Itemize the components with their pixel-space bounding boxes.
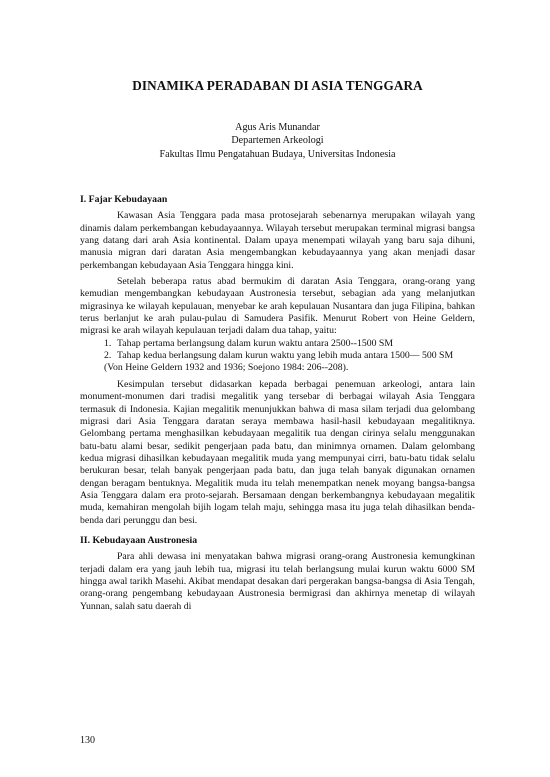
author-block [80, 121, 475, 161]
paragraph: Kawasan Asia Tenggara pada masa protosejarah sebenarnya merupakan wilayah yang dinamis dalam perkembangan kebudayaannya. Wilayah tersebut merupakan terminal migrasi bangsa yang datang dari arah Asia kontinental. Dalam upaya menempati wilayah yang baru saja dihuni, manusia migran dari daratan Asia mengembangkan kebudayaannya yang akan menjadi dasar perkembangan kebudayaan Asia Tenggara hingga kini. [80, 210, 475, 271]
page-number: 130 [80, 735, 95, 746]
section-heading-1: I. Fajar Kebudayaan [80, 194, 168, 205]
author-faculty: Fakultas Ilmu Pengatahuan Budaya, Universitas Indonesia [159, 148, 396, 160]
migration-stages-list [80, 338, 475, 363]
list-item: 2. Tahap kedua berlangsung dalam kurun waktu yang lebih muda antara 1500— 500 SM [104, 350, 454, 362]
paragraph: Kesimpulan tersebut didasarkan kepada berbagai penemuan arkeologi, antara lain monument-monumen dari tradisi megalitik yang tersebar di berbagai wilayah Asia Tenggara termasuk di Indonesia. Kajian megalitik menunjukkan bahwa di masa silam terjadi dua gelombang migrasi dari Asia Tenggara daratan seraya membawa hasil-hasil kebudayaan megalitiknya. Gelombang pertama menghasilkan kebudayaan megalitik tua dengan cirinya selalu menggunakan batu-batu alami besar, sedikit pengerjaan pada batu, dan minimnya ornamen. Dalam gelombang kedua migrasi dihasilkan kebudayaan megalitik muda yang mempunyai cirri, batu-batu tidak selalu berukuran besar, telah banyak pengerjaan pada batu, dan juga telah banyak digunakan ornamen dengan beragam bentuknya. Megalitik muda itu telah menempatkan nenek moyang bangsa-bangsa Asia Tenggara dalam era proto-sejarah. Bersamaan dengan berkembangnya kebudayaan megalitik muda, kemahiran mengolah bijih logam telah maju, sehingga masa itu juga telah dihasilkan benda-benda dari perunggu dan besi. [80, 378, 475, 526]
paragraph: Setelah beberapa ratus abad bermukim di daratan Asia Tenggara, orang-orang yang kemudian mengembangkan kebudayaan Austronesia tersebut, sebagian ada yang melanjutkan migrasinya ke wilayah kepulauan, menyebar ke arah kepulauan Nusantara dan juga Filipina, bahkan terus berlanjut ke arah pulau-pulau di Samudera Pasifik. Menurut Robert von Heine Geldern, migrasi ke arah wilayah kepulauan terjadi dalam dua tahap, yaitu: [80, 276, 475, 337]
list-item: 1. Tahap pertama berlangsung dalam kurun waktu antara 2500--1500 SM [104, 337, 394, 349]
citation: (Von Heine Geldern 1932 and 1936; Soejono 1984: 206--208). [104, 362, 349, 374]
document-page [80, 0, 475, 777]
paper-title: DINAMIKA PERADABAN DI ASIA TENGGARA [132, 78, 423, 93]
paper-body [80, 194, 475, 613]
author-name: Agus Aris Munandar [235, 122, 320, 133]
section-heading-2: II. Kebudayaan Austronesia [80, 534, 198, 546]
paragraph: Para ahli dewasa ini menyatakan bahwa migrasi orang-orang Austronesia kemungkinan terjadi dalam era yang jauh lebih tua, migrasi itu telah berlangsung mulai kurun waktu 6000 SM hingga awal tarikh Masehi. Akibat mendapat desakan dari pergerakan bangsa-bangsa di Asia Tengah, orang-orang pengembang kebudayaan Austronesia bermigrasi dan akhirnya menetap di wilayah Yunnan, salah satu daerah di [80, 551, 475, 612]
author-department: Departemen Arkeologi [231, 135, 324, 147]
